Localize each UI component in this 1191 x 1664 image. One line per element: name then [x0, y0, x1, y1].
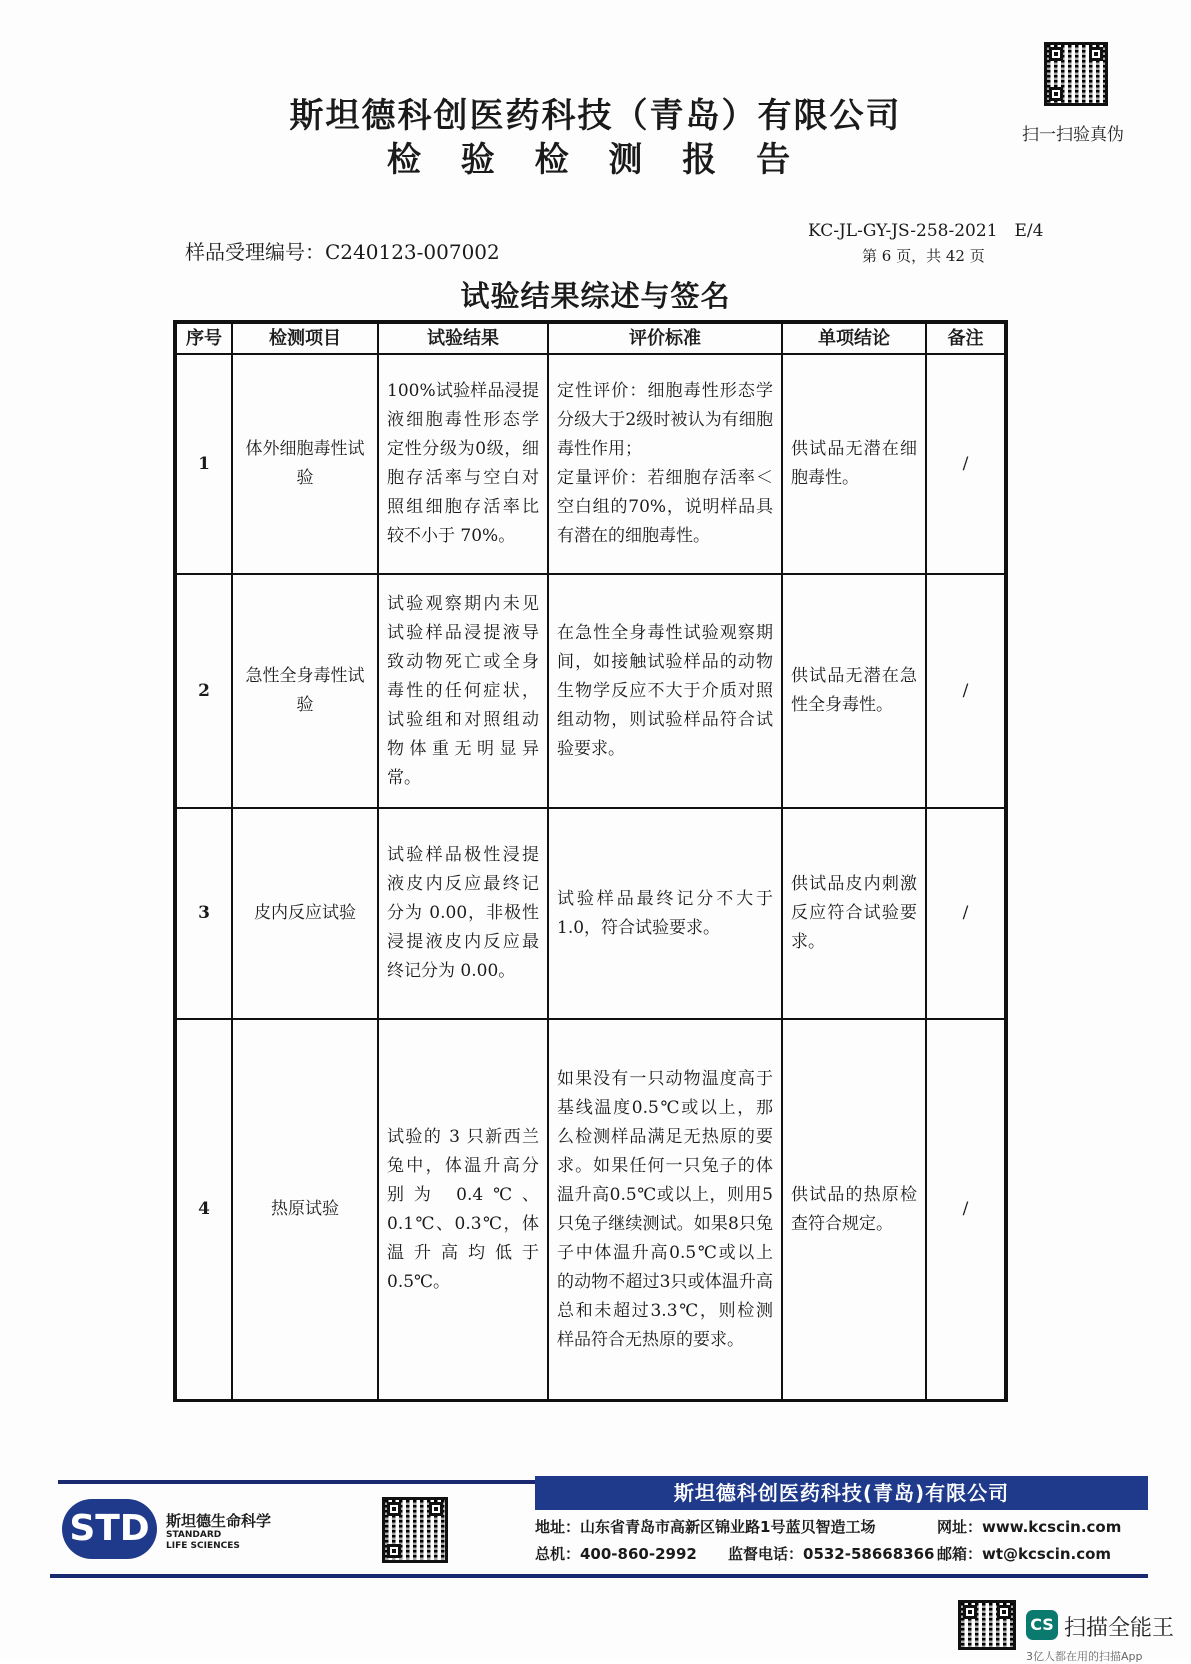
footer-hotline: 总机：400-860-2992: [535, 1545, 697, 1563]
row-item: 皮内反应试验: [232, 808, 378, 1019]
row-item: 体外细胞毒性试验: [232, 354, 378, 574]
row-conclusion: 供试品无潜在急性全身毒性。: [782, 574, 926, 808]
footer-company-band: 斯坦德科创医药科技(青岛)有限公司: [535, 1476, 1148, 1510]
row-result: 试验的 3 只新西兰兔中，体温升高分别为 0.4℃、0.1℃、0.3℃，体温升高均低于 0.5℃。: [378, 1019, 548, 1400]
row-no: 3: [176, 808, 232, 1019]
footer-website[interactable]: 网址：www.kcscin.com: [937, 1518, 1122, 1536]
row-criteria: 在急性全身毒性试验观察期间，如接触试验样品的动物生物学反应不大于介质对照组动物，则试验样品符合试验要求。: [548, 574, 782, 808]
header-conclusion: 单项结论: [782, 323, 926, 354]
header-item: 检测项目: [232, 323, 378, 354]
results-table: [175, 322, 1006, 1401]
row-criteria: 如果没有一只动物温度高于基线温度0.5℃或以上，那么检测样品满足无热原的要求。如果任何一只兔子的体温升高0.5℃或以上，则用5只兔子继续测试。如果8只兔子中体温升高0.5℃或以上的动物不超过3只或体温升高总和未超过3.3℃，则检测样品符合无热原的要求。: [548, 1019, 782, 1400]
std-logo-name: 斯坦德生命科学: [166, 1512, 272, 1530]
table-row: [176, 574, 1005, 808]
footer-qr-code[interactable]: [382, 1497, 448, 1563]
row-item: 急性全身毒性试验: [232, 574, 378, 808]
row-remark: /: [926, 808, 1005, 1019]
header-no: 序号: [176, 323, 232, 354]
row-item: 热原试验: [232, 1019, 378, 1400]
form-code: KC-JL-GY-JS-258-2021 E/4: [808, 221, 1044, 241]
header-criteria: 评价标准: [548, 323, 782, 354]
row-remark: /: [926, 1019, 1005, 1400]
row-conclusion: 供试品无潜在细胞毒性。: [782, 354, 926, 574]
std-logo-english-2: LIFE SCIENCES: [166, 1541, 240, 1551]
footer-address: 地址：山东省青岛市高新区锦业路1号蓝贝智造工场: [535, 1518, 876, 1536]
scanner-app-tagline: 3亿人都在用的扫描App: [1026, 1650, 1143, 1663]
header-remark: 备注: [926, 323, 1005, 354]
row-no: 1: [176, 354, 232, 574]
row-remark: /: [926, 354, 1005, 574]
company-title: 斯坦德科创医药科技（青岛）有限公司: [289, 96, 902, 136]
table-row: [176, 808, 1005, 1019]
scanner-app-name: 扫描全能王: [1064, 1616, 1175, 1641]
scan-verify-caption: 扫一扫验真伪: [1022, 125, 1124, 145]
section-title: 试验结果综述与签名: [460, 279, 731, 313]
row-conclusion: 供试品皮内刺激反应符合试验要求。: [782, 808, 926, 1019]
table-row: [176, 1019, 1005, 1400]
page-info: 第 6 页，共 42 页: [862, 247, 985, 265]
table-row: [176, 354, 1005, 574]
row-criteria: [548, 354, 782, 574]
row-result: 试验样品极性浸提液皮内反应最终记分为 0.00，非极性浸提液皮内反应最终记分为 0.00。: [378, 808, 548, 1019]
sample-number-line: [185, 236, 500, 265]
sample-number-label: 样品受理编号：: [185, 240, 325, 264]
footer-email[interactable]: 邮箱：wt@kcscin.com: [937, 1545, 1112, 1563]
row-conclusion: 供试品的热原检查符合规定。: [782, 1019, 926, 1400]
row-result: 试验观察期内未见试验样品浸提液导致动物死亡或全身毒性的任何症状，试验组和对照组动物体重无明显异常。: [378, 574, 548, 808]
row-criteria-part-1: 定性评价：细胞毒性形态学分级大于2级时被认为有细胞毒性作用；: [557, 381, 773, 459]
table-header-row: [176, 323, 1005, 354]
std-logo: STD: [62, 1499, 157, 1559]
row-result: 100%试验样品浸提液细胞毒性形态学定性分级为0级，细胞存活率与空白对照组细胞存活率比较不小于 70%。: [378, 354, 548, 574]
report-title: 检 验 检 测 报 告: [386, 140, 805, 180]
scanner-app-logo: CS: [1026, 1610, 1058, 1640]
row-criteria-part-2: 定量评价：若细胞存活率＜空白组的70%，说明样品具有潜在的细胞毒性。: [557, 468, 773, 546]
row-remark: /: [926, 574, 1005, 808]
row-criteria: 试验样品最终记分不大于 1.0，符合试验要求。: [548, 808, 782, 1019]
std-logo-english-1: STANDARD: [166, 1530, 222, 1540]
sample-number: C240123-007002: [325, 240, 500, 264]
footer-bottom-rule: [50, 1574, 1148, 1578]
row-no: 4: [176, 1019, 232, 1400]
std-logo-english: [166, 1530, 240, 1552]
header-result: 试验结果: [378, 323, 548, 354]
scanner-app-qr-code[interactable]: [958, 1600, 1016, 1650]
footer-supervision-phone: 监督电话：0532-58668366: [728, 1545, 935, 1563]
row-no: 2: [176, 574, 232, 808]
